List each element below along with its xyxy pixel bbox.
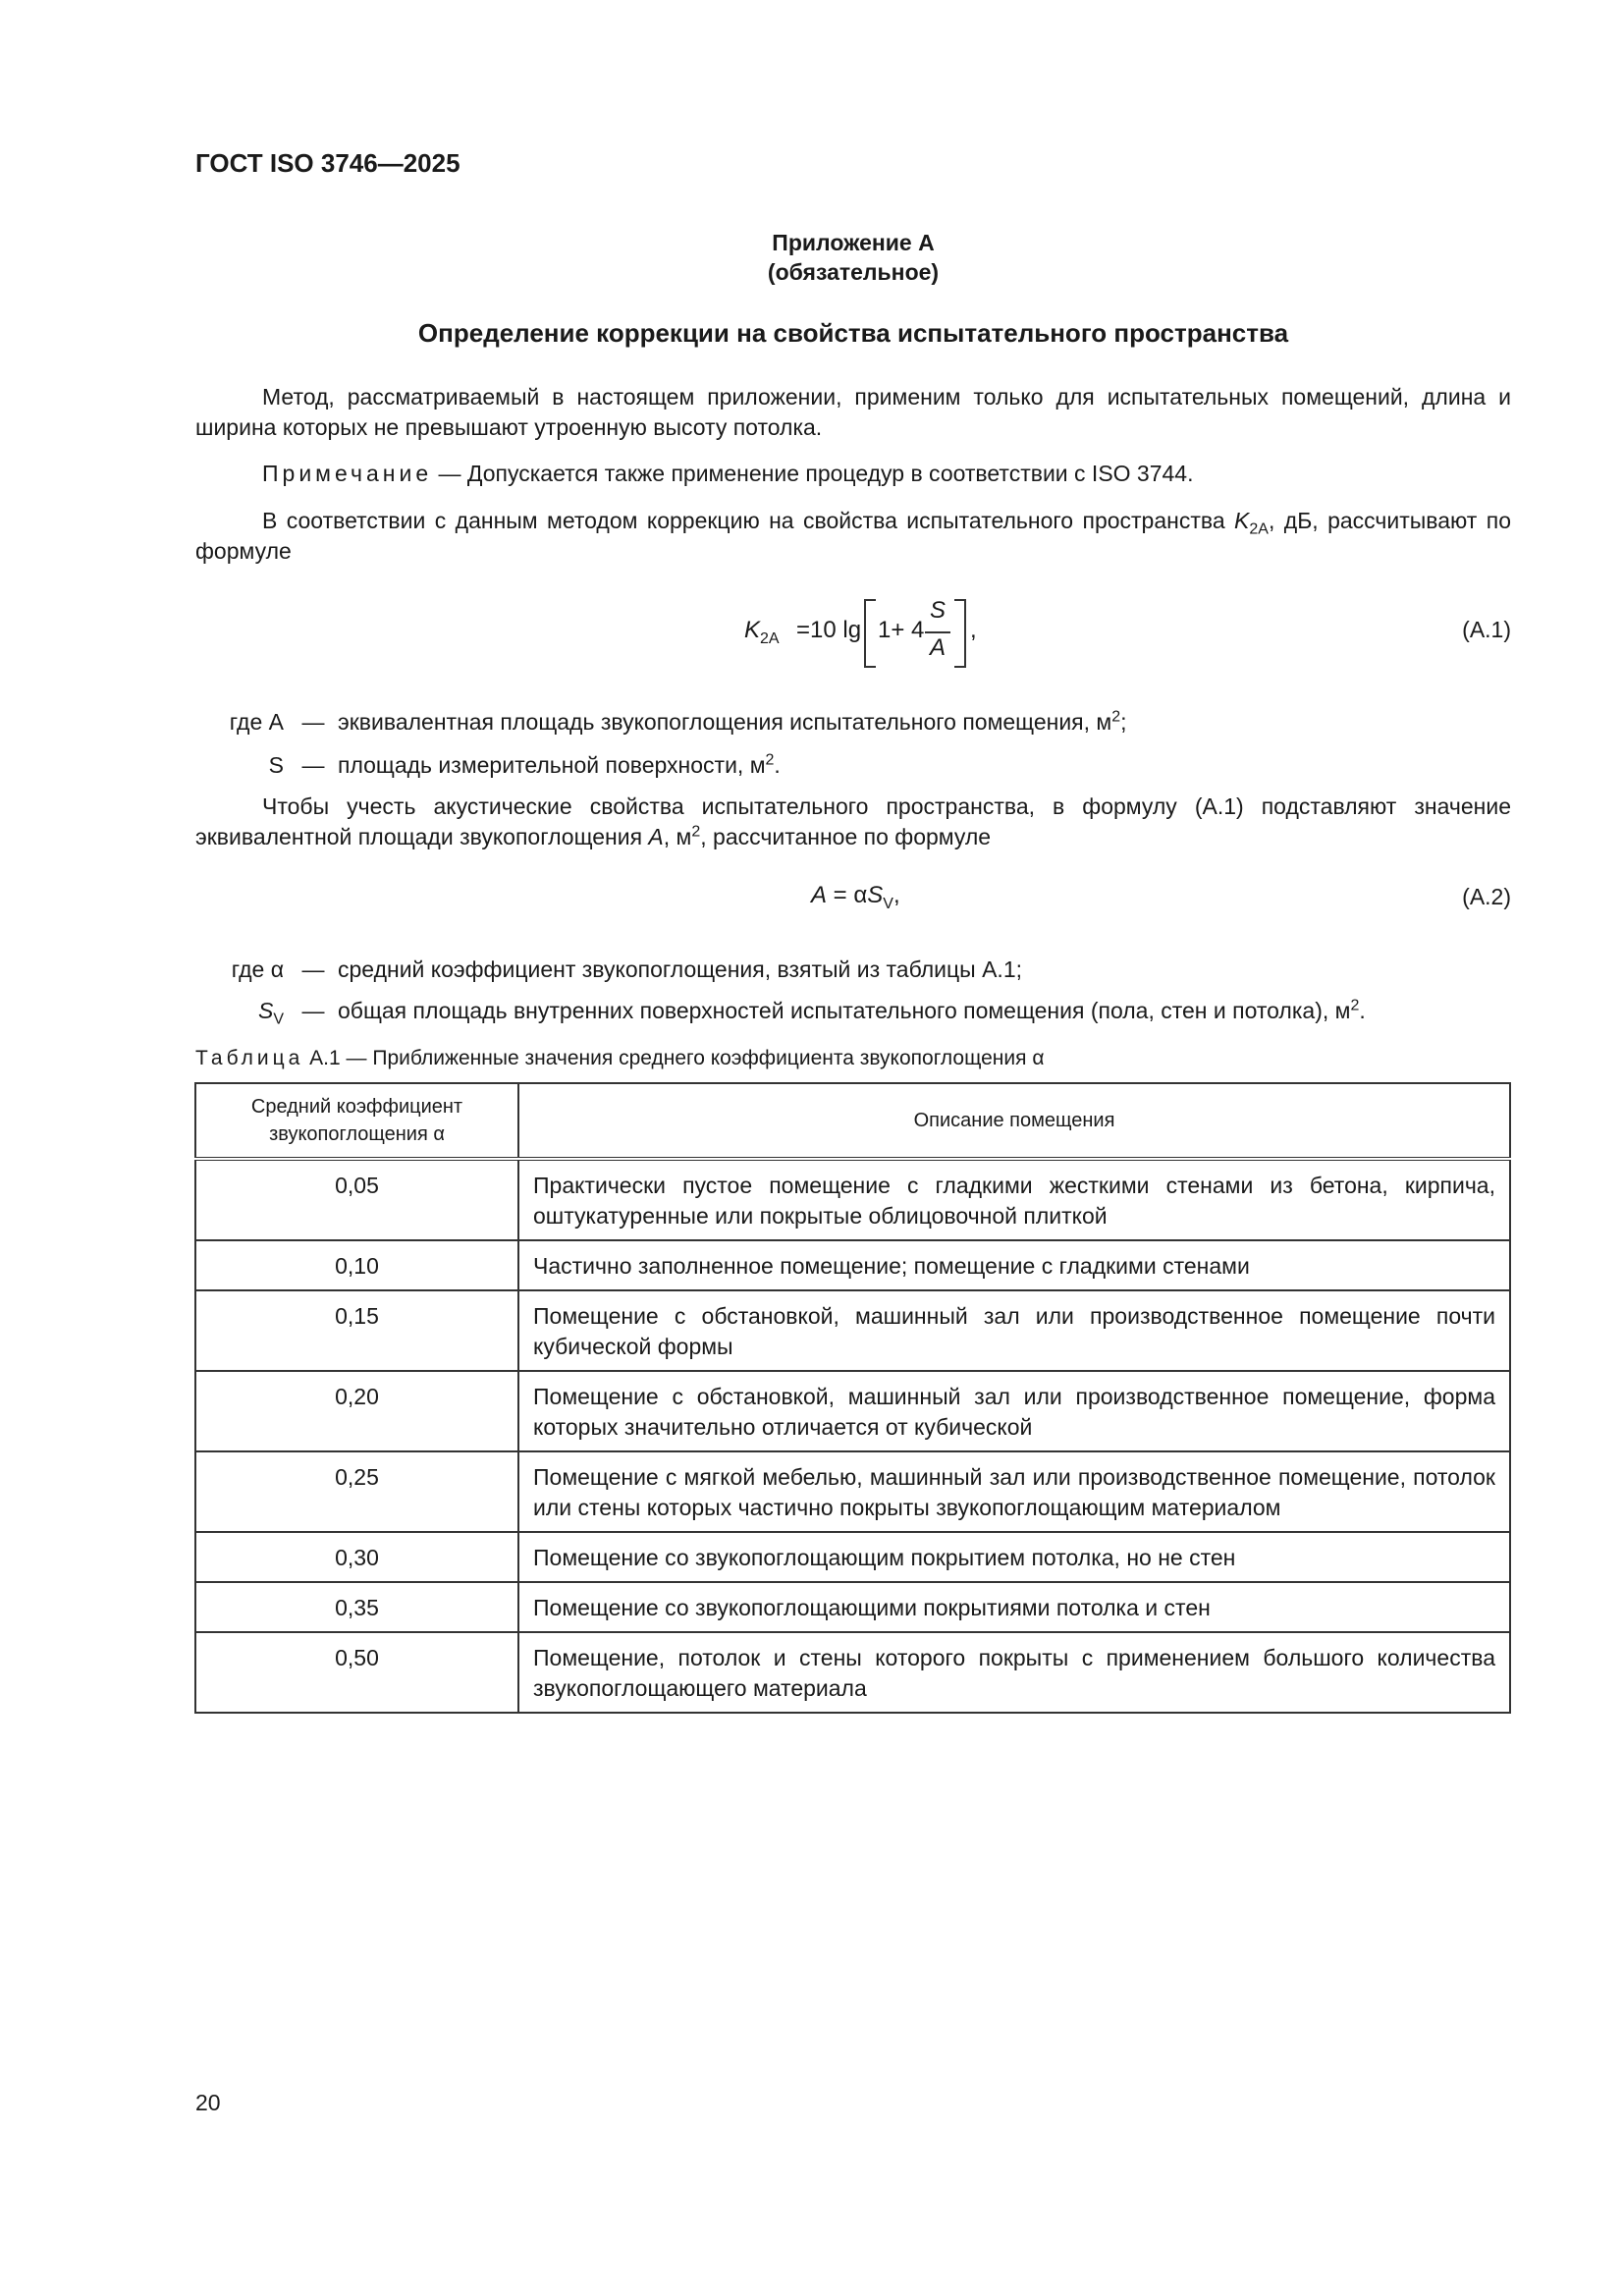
p3-symbol: A (648, 824, 664, 849)
fraction-bar (925, 631, 950, 633)
table-row (195, 1632, 1510, 1713)
cell-value: 0,05 (195, 1159, 518, 1240)
cell-description: Помещение с обстановкой, машинный зал или производственное помещение, форма которых значительно отличается от кубической (518, 1371, 1510, 1451)
where-dash: — (301, 752, 325, 778)
where-symbol: S (268, 752, 284, 778)
right-bracket (954, 599, 966, 668)
where-symbol: $S_V$ (257, 998, 284, 1028)
note-text: — Допускается также применение процедур в соответствии с ISO 3744. (432, 461, 1194, 486)
formula-a1-lhs: $K_{2A}$ (744, 617, 780, 647)
where-text: общая площадь внутренних поверхностей испытательного помещения (пола, стен и потолка), $м^2$. (338, 997, 1366, 1023)
table-row (195, 1451, 1510, 1532)
header-description: Описание помещения (518, 1083, 1510, 1159)
where-dash: — (301, 957, 325, 982)
cell-description: Помещение с обстановкой, машинный зал или производственное помещение почти кубической формы (518, 1290, 1510, 1371)
table-row (195, 1290, 1510, 1371)
cell-description: Помещение со звукопоглощающим покрытием потолка, но не стен (518, 1532, 1510, 1582)
table-row (195, 1159, 1510, 1240)
document-id: ГОСТ ISO 3746—2025 (195, 148, 460, 178)
where-item-sv (195, 996, 1511, 1026)
where-text: площадь измерительной поверхности, $м^2$. (338, 751, 781, 778)
table-caption-text: А.1 — Приближенные значения среднего коэффициента звукопоглощения α (303, 1047, 1045, 1069)
fraction-numerator: S (929, 597, 946, 624)
cell-description: Частично заполненное помещение; помещение с гладкими стенами (518, 1240, 1510, 1290)
formula-a2: $A = \alpha S_V$, (811, 882, 900, 912)
where-item-a (195, 707, 1511, 738)
table-row (195, 1582, 1510, 1632)
table-caption-label: Таблица (195, 1047, 304, 1069)
table-row (195, 1371, 1510, 1451)
formula-a1-tail: , (970, 617, 977, 643)
where-symbol: где α (231, 957, 284, 982)
cell-description: Практически пустое помещение с гладкими жесткими стенами из бетона, кирпича, оштукатуренные или покрытые облицовочной плиткой (518, 1159, 1510, 1240)
cell-value: 0,35 (195, 1582, 518, 1632)
cell-description: Помещение с мягкой мебелью, машинный зал или производственное помещение, потолок или стены которых частично покрыты звукопоглощающим материалом (518, 1451, 1510, 1532)
cell-value: 0,10 (195, 1240, 518, 1290)
table-caption (195, 1047, 1044, 1070)
cell-value: 0,30 (195, 1532, 518, 1582)
note (195, 459, 1511, 489)
annex-status: (обязательное) (767, 259, 940, 285)
cell-value: 0,25 (195, 1451, 518, 1532)
table-row (195, 1240, 1510, 1290)
where-symbol: где A (229, 709, 284, 735)
header-coefficient: Средний коэффициент звукопоглощения α (195, 1083, 518, 1159)
p2-subscript: 2A (1249, 520, 1269, 538)
equation-number-a1: (А.1) (1462, 617, 1511, 642)
where-text: средний коэффициент звукопоглощения, взятый из таблицы А.1; (338, 957, 1023, 982)
paragraph-method-scope: Метод, рассматриваемый в настоящем приложении, применим только для испытательных помещений, длина и ширина которых не превышают утроенную высоту потолка. (195, 384, 1511, 440)
p3-sup: 2 (691, 823, 701, 841)
fraction-denominator: A (929, 634, 946, 661)
note-label: Примечание (262, 461, 433, 486)
left-bracket (864, 599, 876, 668)
cell-value: 0,50 (195, 1632, 518, 1713)
formula-a1-one-plus: 1+ 4 (878, 617, 925, 643)
table-header-row (195, 1083, 1510, 1159)
formula-a1-eq: =10 lg (796, 617, 862, 643)
equation-number-a2: (А.2) (1462, 884, 1511, 909)
paragraph-formula-intro (195, 506, 1511, 567)
where-text: эквивалентная площадь звукопоглощения испытательного помещения, $м^2$; (338, 708, 1127, 735)
table-row (195, 1532, 1510, 1582)
p2-symbol: K (1234, 508, 1250, 533)
cell-value: 0,20 (195, 1371, 518, 1451)
cell-description: Помещение со звукопоглощающими покрытиями потолка и стен (518, 1582, 1510, 1632)
page-number: 20 (195, 2090, 221, 2115)
cell-description: Помещение, потолок и стены которого покрыты с применением большого количества звукопоглощающего материала (518, 1632, 1510, 1713)
p3-text-b: , м (663, 824, 692, 849)
annex-header (195, 228, 1511, 287)
where-item-s (195, 750, 1511, 781)
p2-text-b: , дБ, рассчитывают по формуле (195, 508, 1511, 564)
annex-title: Приложение А (772, 230, 935, 255)
p3-text-a: Чтобы учесть акустические свойства испытательного пространства, в формулу (А.1) подставляют значение эквивалентной площади звукопоглощения (195, 793, 1511, 849)
formula-a1 (744, 597, 990, 668)
where-dash: — (301, 998, 325, 1023)
where-dash: — (301, 709, 325, 735)
where-item-alpha (195, 955, 1511, 985)
absorption-table (194, 1082, 1511, 1714)
cell-value: 0,15 (195, 1290, 518, 1371)
p3-text-c: , рассчитанное по формуле (700, 824, 992, 849)
p2-text-a: В соответствии с данным методом коррекцию на свойства испытательного пространства (262, 508, 1235, 533)
annex-heading: Определение коррекции на свойства испытательного пространства (417, 318, 1289, 348)
paragraph-substitution (195, 792, 1511, 852)
